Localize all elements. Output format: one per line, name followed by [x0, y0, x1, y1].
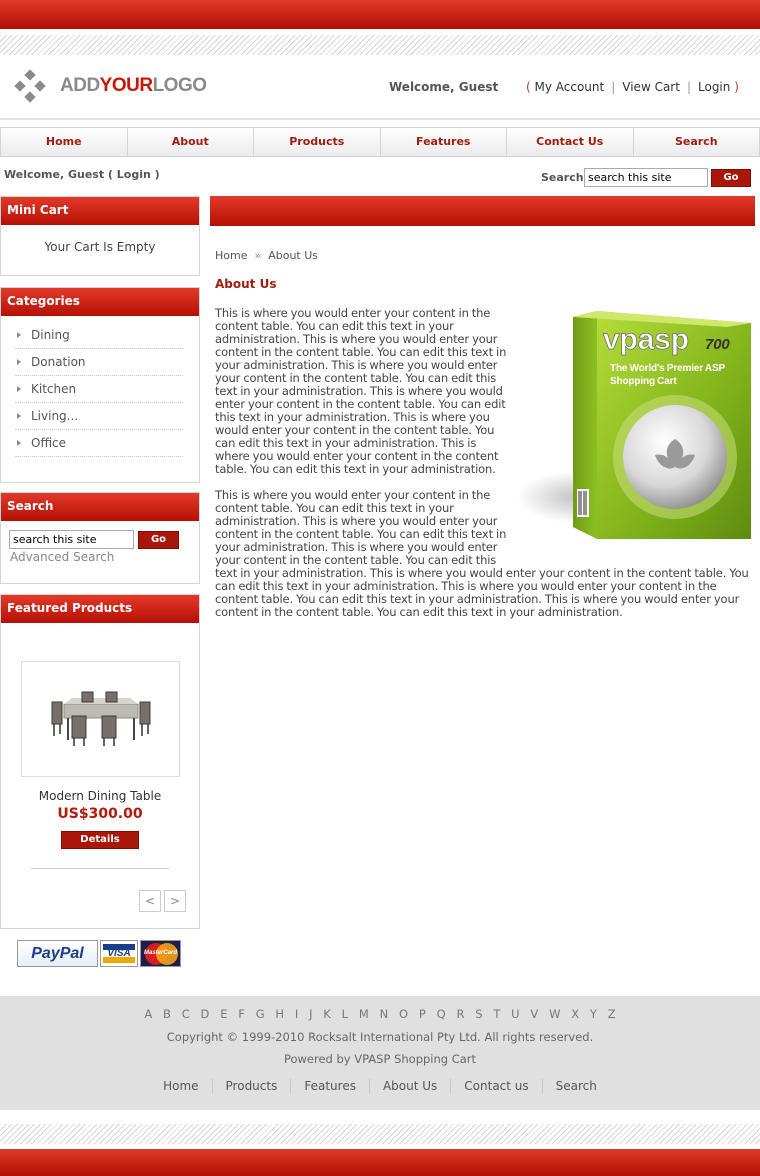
featured-products-box [0, 594, 200, 929]
product-image-dining-table[interactable] [21, 661, 180, 777]
svg-text:Shopping Cart: Shopping Cart [610, 376, 677, 387]
footer-link-products[interactable]: Products [212, 1079, 291, 1093]
category-item-dining[interactable]: Dining [15, 322, 183, 349]
footer-link-features[interactable]: Features [290, 1079, 369, 1093]
sub-header-bar [0, 163, 760, 189]
payment-logos [17, 940, 181, 968]
categories-title: Categories [1, 288, 199, 316]
header-search-go-button[interactable]: Go [711, 169, 751, 187]
breadcrumb-current: About Us [268, 249, 319, 262]
alphabet-letter[interactable]: J [309, 1007, 313, 1021]
alphabet-letter[interactable]: D [200, 1007, 210, 1021]
nav-search[interactable]: Search [674, 135, 718, 148]
welcome-login-text[interactable]: Welcome, Guest ( Login ) [4, 168, 160, 181]
alphabet-letter[interactable]: Q [436, 1007, 446, 1021]
sidebar-search-go-button[interactable]: Go [138, 531, 179, 549]
footer-link-about-us[interactable]: About Us [369, 1079, 450, 1093]
alphabet-letter[interactable]: E [220, 1007, 228, 1021]
my-account-link[interactable]: My Account [534, 80, 605, 94]
divider [31, 868, 169, 869]
nav-about[interactable]: About [128, 128, 255, 156]
content-area [215, 307, 755, 632]
footer-link-search[interactable]: Search [542, 1079, 610, 1093]
site-logo[interactable] [12, 70, 207, 102]
category-item-donation[interactable]: Donation [15, 349, 183, 376]
alphabet-letter[interactable]: T [493, 1007, 501, 1021]
alphabet-letter[interactable]: Z [607, 1007, 616, 1021]
search-box-title: Search [1, 493, 199, 521]
alphabet-letter[interactable]: U [511, 1007, 520, 1021]
nav-features[interactable]: Features [381, 128, 508, 156]
top-red-bar [0, 0, 760, 29]
alphabet-letter[interactable]: G [255, 1007, 265, 1021]
nav-contact-us[interactable]: Contact Us [507, 128, 634, 156]
alphabet-letter[interactable]: V [530, 1007, 539, 1021]
logo-text: ADDYOURLOGO [60, 75, 207, 96]
bottom-stripe-band [0, 1124, 760, 1144]
copyright-text: Copyright © 1999-2010 Rocksalt International Pty Ltd. All rights reserved. [166, 1030, 594, 1044]
advanced-search-link[interactable]: Advanced Search [10, 550, 115, 564]
footer-links [0, 1079, 760, 1093]
visa-logo: VISA [100, 940, 138, 967]
svg-text:700: 700 [705, 336, 730, 353]
product-price: US$300.00 [57, 806, 143, 822]
content-paragraph-2: This is where you would enter your content in the content table. You can edit this text in your administration. This is where you would enter your content in the content table. You can edit this text in your administration. This is where you would enter your content in the content table. You can edit this text in your administration. This is where you would enter your content in the content table. You can edit this text in your administration. This is where you would enter your content in the content table. You can edit this text in your administration. This is where you would enter your content in the content table. You can edit this text in your administration. [215, 488, 749, 619]
next-product-button[interactable]: > [164, 890, 186, 912]
alphabet-letter[interactable]: K [323, 1007, 331, 1021]
paypal-logo: PayPal [17, 940, 98, 967]
mastercard-logo: MasterCard [140, 940, 181, 967]
header-search-input[interactable] [584, 168, 708, 187]
search-box [0, 492, 200, 584]
alphabet-letter[interactable]: O [398, 1007, 409, 1021]
nav-products[interactable]: Products [254, 128, 381, 156]
alphabet-letter[interactable]: M [358, 1007, 369, 1021]
category-item-kitchen[interactable]: Kitchen [15, 376, 183, 403]
alphabet-letter[interactable]: B [163, 1007, 171, 1021]
alphabet-letter[interactable]: F [238, 1007, 245, 1021]
view-cart-link[interactable]: View Cart [622, 80, 680, 94]
breadcrumb-separator-icon: » [254, 249, 262, 262]
login-link[interactable]: Login [698, 80, 731, 94]
prev-product-button[interactable]: < [139, 890, 161, 912]
site-footer [0, 996, 760, 1110]
bottom-red-bar [0, 1149, 760, 1176]
mini-cart-title: Mini Cart [1, 197, 199, 225]
footer-link-contact-us[interactable]: Contact us [450, 1079, 541, 1093]
page-title: About Us [215, 277, 277, 291]
alphabet-letter[interactable]: A [144, 1007, 153, 1021]
breadcrumb [215, 249, 318, 262]
category-item-living[interactable]: Living... [15, 403, 183, 430]
alphabet-letter[interactable]: W [549, 1007, 561, 1021]
alphabet-letter[interactable]: H [275, 1007, 285, 1021]
categories-box [0, 287, 200, 483]
alphabet-letter[interactable]: X [571, 1007, 580, 1021]
logo-diamond-icon [12, 68, 48, 104]
main-nav [0, 127, 760, 157]
alphabet-letter[interactable]: S [475, 1007, 483, 1021]
sidebar-search-input[interactable] [9, 530, 134, 549]
header-welcome: Welcome, Guest [389, 80, 499, 94]
featured-products-title: Featured Products [1, 595, 199, 623]
alphabet-letter[interactable]: C [181, 1007, 190, 1021]
product-name[interactable]: Modern Dining Table [38, 789, 162, 803]
content-paragraph-1: This is where you would enter your content in the content table. You can edit this text in your administration. This is where you would enter your content in the content table. You can edit this text in your administration. This is where you would enter your content in the content table. You can edit this text in your administration. This is where you would enter your content in the content table. You can edit this text in your administration. This is where you would enter your content in the content table. You can edit this text in your administration. This is where you would enter your content in the content table. You can edit this text in your administration. [215, 306, 507, 476]
alphabet-letter[interactable]: N [379, 1007, 389, 1021]
cart-empty-text: Your Cart Is Empty [44, 240, 156, 254]
alphabet-letter[interactable]: L [341, 1007, 349, 1021]
details-button[interactable]: Details [61, 831, 139, 849]
alphabet-letter[interactable]: P [418, 1007, 426, 1021]
search-label: Search [541, 171, 584, 184]
alphabet-letter[interactable]: I [294, 1007, 299, 1021]
svg-text:The World's Premier ASP: The World's Premier ASP [610, 363, 725, 374]
alphabet-letter[interactable]: R [456, 1007, 465, 1021]
alphabet-letter[interactable]: Y [589, 1007, 597, 1021]
powered-by-text[interactable]: Powered by VPASP Shopping Cart [283, 1052, 477, 1066]
breadcrumb-home[interactable]: Home [215, 249, 248, 262]
site-header [0, 56, 760, 120]
nav-home[interactable]: Home [1, 128, 128, 156]
content-header-bar [210, 196, 755, 226]
account-links: ( My Account | View Cart | Login ) [526, 80, 739, 94]
mini-cart-box [0, 196, 200, 276]
alphabet-index [0, 1007, 760, 1021]
category-item-office[interactable]: Office [15, 430, 183, 457]
svg-text:vpasp: vpasp [603, 323, 689, 356]
vpasp-product-box-image [517, 307, 755, 557]
top-stripe-band [0, 35, 760, 55]
footer-link-home[interactable]: Home [163, 1079, 199, 1093]
